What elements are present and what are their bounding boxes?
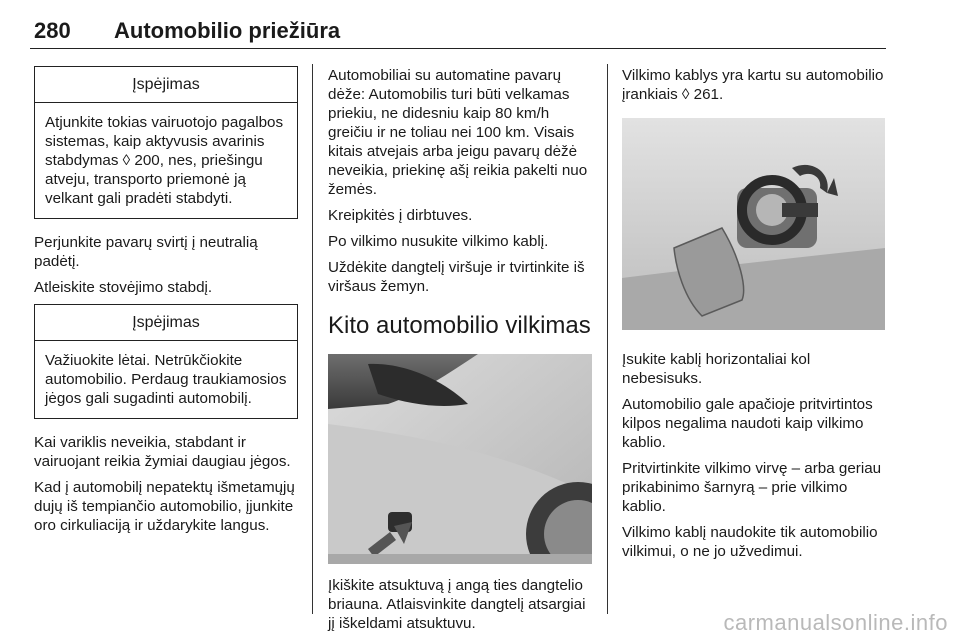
- section-title: Kito automobilio vilkimas: [328, 312, 591, 339]
- watermark: carmanualsonline.info: [723, 610, 948, 635]
- column-2: [328, 66, 593, 640]
- column-1: [34, 66, 298, 542]
- paragraph: Automobiliai su automatine pavarų dėže: Automobilis turi būti velkamas priekiu, ne didesniu kaip 80 km/h greičiu ir ne toliau nei 100 km. Visais kitais atvejais arba jeigu pavarų dėžė neveikia, priekinę ašį reikia pakelti nuo žemės.: [328, 67, 588, 198]
- paragraph: Kreipkitės į dirbtuves.: [328, 207, 473, 224]
- paragraph: Vilkimo kablys yra kartu su automobilio įrankiais ◊ 261.: [622, 67, 884, 103]
- paragraph: Vilkimo kablį naudokite tik automobilio vilkimui, o ne jo užvedimui.: [622, 524, 878, 560]
- paragraph: Įsukite kablį horizontaliai kol nebesisuks.: [622, 351, 811, 387]
- warning-box: [34, 66, 298, 219]
- warning-box: [34, 304, 298, 419]
- paragraph: Perjunkite pavarų svirtį į neutralią padėtį.: [34, 234, 258, 270]
- warning-text: Važiuokite lėtai. Netrūkčiokite automobilio. Perdaug traukiamosios jėgos gali sugadinti automobilį.: [45, 352, 287, 407]
- paragraph: Kai variklis neveikia, stabdant ir vairuojant reikia žymiai daugiau jėgos.: [34, 434, 291, 470]
- page-number: 280: [34, 18, 71, 43]
- warning-heading: Įspėjimas: [35, 67, 297, 103]
- column-divider: [312, 64, 313, 614]
- car-rear-illustration: [328, 354, 592, 564]
- column-3: [622, 66, 888, 568]
- page-header: [30, 14, 886, 49]
- paragraph: Kad į automobilį nepatektų išmetamųjų dujų iš tempiančio automobilio, įjunkite oro cirkuliaciją ir uždarykite langus.: [34, 479, 295, 534]
- towing-eye-illustration: [622, 118, 885, 330]
- paragraph: Automobilio gale apačioje pritvirtintos kilpos negalima naudoti kaip vilkimo kablio.: [622, 396, 873, 451]
- paragraph: Po vilkimo nusukite vilkimo kablį.: [328, 233, 549, 250]
- column-divider: [607, 64, 608, 614]
- paragraph: Pritvirtinkite vilkimo virvę – arba geriau prikabinimo šarnyrą – prie vilkimo kablio.: [622, 460, 882, 515]
- warning-text: Atjunkite tokias vairuotojo pagalbos sistemas, kaip aktyvusis avarinis stabdymas ◊ 200, nes, priešingu atveju, transporto priemonė ją velkant gali pradėti stabdyti.: [45, 114, 284, 207]
- paragraph: Įkiškite atsuktuvą į angą ties dangtelio briauna. Atlaisvinkite dangtelį atsargiai jį iškeldami atsuktuvu.: [328, 577, 586, 632]
- page-title: Automobilio priežiūra: [114, 18, 341, 43]
- paragraph: Uždėkite dangtelį viršuje ir tvirtinkite iš viršaus žemyn.: [328, 259, 585, 295]
- paragraph: Atleiskite stovėjimo stabdį.: [34, 279, 213, 296]
- warning-heading: Įspėjimas: [35, 305, 297, 341]
